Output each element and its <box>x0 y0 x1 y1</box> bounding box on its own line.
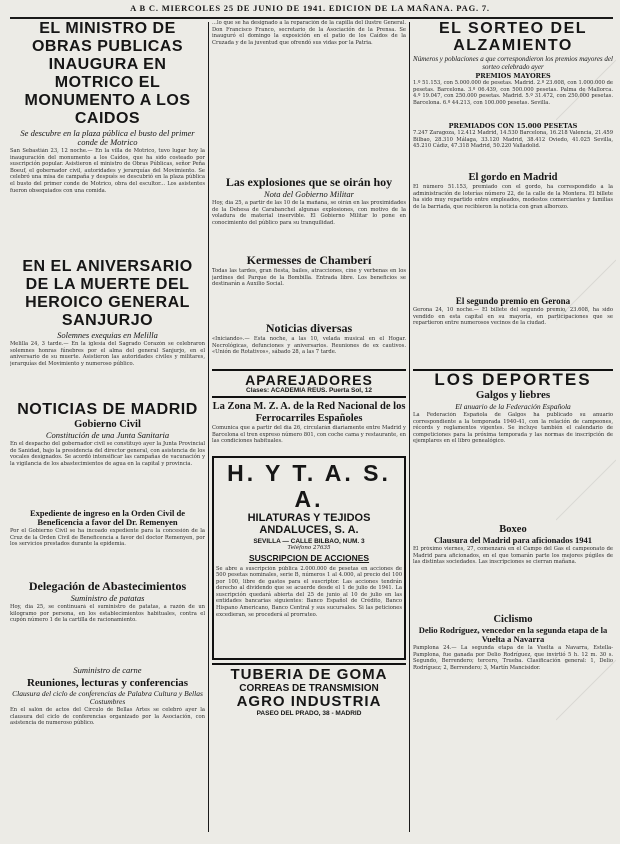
article-premiados-label: PREMIADOS CON 15.000 PESETAS <box>448 122 578 130</box>
article-ciclismo-headline: Ciclismo <box>493 614 533 625</box>
ad-hytasa-heading: SUSCRIPCION DE ACCIONES <box>248 553 370 563</box>
article-explosiones-subhead: Nota del Gobierno Militar <box>264 189 354 199</box>
article-sanjurjo-body: Melilla 24, 3 tarde.— En la iglesia del Sagrado Corazón se celebraron solemnes honras fúnebres por el alma del general Sanjurjo, en el aniversario de su muerte. Asistieron las autoridades civiles y militares, jerarquías del Movimiento y numeroso público. <box>10 341 205 367</box>
article-sorteo-subhead: Números y poblaciones a que correspondieron los premios mayores del sorteo celebrado ayer <box>413 55 613 71</box>
article-clausura-body: En el salón de actos del Círculo de Bellas Artes se celebró ayer la clausura del ciclo de conferencias organizado por la Asociación, con asistencia de numeroso público. <box>10 707 205 727</box>
article-noticias-madrid-headline: NOTICIAS DE MADRID <box>17 401 198 418</box>
article-diversas-body: «Iniciando».— Esta noche, a las 10, velada musical en el Hogar. Necrológicas, defunciones y aniversarios. Reuniones de ex cautivos. «Unión de Rotativos», sábado 28, a las 7 tarde. <box>212 336 406 356</box>
article-obras-publicas-headline: EL MINISTRO DE OBRAS PUBLICAS INAUGURA EN MOTRICO EL MONUMENTO A LOS CAIDOS <box>24 20 191 127</box>
article-clausura-subhead: Clausura del ciclo de conferencias de Palabra Cultura y Bellas Costumbres <box>12 689 203 706</box>
article-boxeo-subhead: Clausura del Madrid para aficionados 1941 <box>434 535 592 545</box>
article-obras-publicas-subhead: Se descubre en la plaza pública el busto del primer conde de Motrico <box>20 128 195 147</box>
article-carne-subhead: Suministro de carne <box>73 665 142 675</box>
ad-hytasa-phone: Teléfono 27635 <box>287 545 331 551</box>
article-gerona-body: Gerona 24, 10 noche.— El billete del segundo premio, 23.608, ha sido vendido en esta capital en su mayoría, en participaciones que se repartieron entre numerosos vecinos de la ciudad. <box>413 307 613 327</box>
ad-hytasa-title: H. Y T. A. S. A. <box>227 460 391 512</box>
column-2 <box>212 20 406 717</box>
article-ciclismo-subhead: Delio Rodríguez, vencedor en la segunda etapa de la Vuelta a Navarra <box>418 625 608 644</box>
article-explosiones-body: Hoy, día 25, a partir de las 10 de la mañana, se oirán en las proximidades de la Dehesa de Carabanchel algunas explosiones, con motivo de la voladura de material inservible. El Gobierno Militar lo pone en conocimiento del público para su tranquilidad. <box>212 200 406 226</box>
article-zona-mza-headline: La Zona M. Z. A. de la Red Nacional de los Ferrocarriles Españoles <box>212 401 406 424</box>
article-patatas-subhead: Suministro de patatas <box>70 593 145 603</box>
article-ciclismo-body: Pamplona 24.— La segunda etapa de la Vuelta a Navarra, Estella-Pamplona, fue ganada por Delio Rodríguez, que invirtió 5 h. 12 m. 30 s. Segundo, Berrendero; tercero, Trueba. Clasificación general: 1, Delio Rodríguez; 2, Berrendero; 3, Martín Mancisidor. <box>413 645 613 671</box>
ad-tuberia-address: PASEO DEL PRADO, 38 - MADRID <box>256 710 362 717</box>
article-obras-publicas-body: San Sebastián 23, 12 noche.— En la villa de Motrico, tuvo lugar hoy la inauguración del monumento a los Caídos, que ha sido costeado por suscripción popular. Asistieron el ministro de Obras Públicas, señor Peña Boeuf, el gobernador civil, autoridades y jerarquías del Movimiento. Se celebró una misa de campaña y después se descubrió en la plaza pública el busto del primer conde de Motrico, obra del escultor... Los asistentes fueron obsequiados con una comida. <box>10 148 205 194</box>
article-kermesses-body: Todas las tardes, gran fiesta, bailes, atracciones, cine y verbenas en los jardines del Parque de la Bombilla. Entrada libre. Los beneficios se destinarán a Auxilio Social. <box>212 268 406 288</box>
column-rule-2 <box>409 22 410 832</box>
article-premios-mayores-label: PREMIOS MAYORES <box>475 72 551 80</box>
article-explosiones-headline: Las explosiones que se oirán hoy <box>225 175 393 189</box>
page-header: A B C. MIERCOLES 25 DE JUNIO DE 1941. EDICION DE LA MAÑANA. PAG. 7. <box>130 3 490 13</box>
article-diversas-headline: Noticias diversas <box>265 321 353 335</box>
article-noticias-madrid-subhead: Gobierno Civil <box>74 419 141 430</box>
article-boxeo-body: El próximo viernes, 27, comenzará en el Campo del Gas el campeonato de Madrid para aficionados, en el que tomarán parte los mejores púgiles de las distintas sociedades. Las inscripciones se cierran mañana. <box>413 546 613 566</box>
article-galgos-body: La Federación Española de Galgos ha publicado su anuario correspondiente a la temporada 1940-41, con la relación de campeones, récords y reglamentos vigentes. Se incluye también el calendario de competiciones para la próxima temporada y las normas de inscripción de ejemplares en el libro genealógico. <box>413 412 613 445</box>
article-zona-mza-body: Comunica que a partir del día 26, circularán diariamente entre Madrid y Barcelona el tren expreso número 801, con coche cama y restaurante, en las condiciones habituales. <box>212 425 406 445</box>
article-junta-sanitaria-body: En el despacho del gobernador civil se constituyó ayer la Junta Provincial de Sanidad, bajo la presidencia del director general, con asistencia de los vocales designados. Se acordó intensificar las campañas de vacunación y la vigilancia de los abastecimientos de agua en la capital y provincia. <box>10 441 205 467</box>
article-beneficencia-subhead: Expediente de ingreso en la Orden Civil de Beneficencia a favor del Dr. Remenyen <box>30 508 185 527</box>
diagonal-watermark-graphic <box>556 0 616 844</box>
ad-tuberia-title: TUBERIA DE GOMA <box>230 666 388 683</box>
ad-tuberia-line2: AGRO INDUSTRIA <box>236 693 382 710</box>
article-deportes-headline: LOS DEPORTES <box>434 370 592 389</box>
article-boxeo-headline: Boxeo <box>499 524 527 535</box>
ad-aparejadores-title: APAREJADORES <box>245 372 373 388</box>
article-gordo-body: El número 51.153, premiado con el gordo, ha correspondido a la administración de loterías número 22, de la calle de la Montera. El billete ha sido muy repartido entre empleados, modestos comerciantes y familias de la barriada, que recibieron la noticia con gran alborozo. <box>413 184 613 210</box>
column-1 <box>10 20 205 757</box>
article-sanjurjo-subhead: Solemnes exequias en Melilla <box>57 330 158 340</box>
ad-tuberia-line1: CORREAS DE TRANSMISION <box>239 683 379 694</box>
article-sanjurjo-headline: EN EL ANIVERSARIO DE LA MUERTE DEL HEROICO GENERAL SANJURJO <box>22 258 193 329</box>
ad-tuberia <box>212 663 406 717</box>
ad-aparejadores <box>212 369 406 398</box>
ad-hytasa-body: Se abre a suscripción pública 2.000.000 de pesetas en acciones de 500 pesetas nominales, serie B, números 1 al 4.000, al precio del 100 por 100, libre de gastos para el suscriptor. Las acciones tendrán derecho al dividendo que se acuerde desde el 1 de julio de 1941. La suscripción quedará abierta del 25 de junio al 10 de julio en las entidades bancarias siguientes: Banco Español de Crédito, Banco Hispano Americano, Banco Central y sus sucursales. Si las peticiones excedieran, se procederá al prorrateo. <box>216 565 402 618</box>
ad-aparejadores-line: Clases: ACADEMIA REUS. Puerta Sol, 12 <box>246 387 372 394</box>
ad-hytasa <box>212 456 406 660</box>
article-anuario-subhead: El anuario de la Federación Española <box>455 402 571 411</box>
article-kermesses-headline: Kermesses de Chamberí <box>246 253 372 267</box>
article-gordo-headline: El gordo en Madrid <box>468 172 558 183</box>
ad-hytasa-address: SEVILLA — CALLE BILBAO, NUM. 3 <box>253 538 365 545</box>
article-abastecimientos-headline: Delegación de Abastecimientos <box>28 579 187 593</box>
article-reuniones-headline: Reuniones, lecturas y conferencias <box>26 677 189 689</box>
article-beneficencia-body: Por el Gobierno Civil se ha incoado expediente para la concesión de la Cruz de la Orden Civil de Beneficencia a favor del doctor Remenyen, por los servicios prestados durante la epidemia. <box>10 528 205 548</box>
article-continuation-body: ...lo que se ha designado a la reparación de la capilla del ilustre General. Don Francisco Franco, secretario de la Asociación de la Prensa. Se inauguró el domingo la exposición en el patio de los Caídos de la Cruzada y de la juventud que ofrendó sus vidas por la Patria. <box>212 20 406 46</box>
article-premios-mayores-body: 1.º 51.153, con 5.000.000 de pesetas. Madrid. 2.º 23.608, con 1.000.000 de pesetas. Barcelona. 3.º 06.439, con 500.000 pesetas. Palma de Mallorca. 4.º 19.047, con 250.000 pesetas. Madrid. 5.º 31.472, con 250.000 pesetas. Barcelona. 6.º 44.213, con 100.000 pesetas. Sevilla. <box>413 80 613 106</box>
article-sorteo-headline: EL SORTEO DEL ALZAMIENTO <box>438 20 588 54</box>
article-patatas-body: Hoy, día 25, se continuará el suministro de patatas, a razón de un kilogramo por persona, en los establecimientos habituales, contra el cupón número 1 de la cartilla de racionamiento. <box>10 604 205 624</box>
article-gerona-headline: El segundo premio en Gerona <box>455 296 571 306</box>
header-rule <box>10 17 613 19</box>
article-junta-sanitaria-subhead: Constitución de una Junta Sanitaria <box>45 430 170 440</box>
article-premiados-body: 7.247 Zaragoza, 12.412 Madrid, 14.530 Barcelona, 16.218 Valencia, 21.459 Bilbao, 28.310 Málaga, 33.120 Madrid, 38.412 Oviedo, 41.025 Sevilla, 45.210 Cádiz, 47.318 Madrid, 50.220 Valladolid. <box>413 130 613 150</box>
ad-hytasa-name: HILATURAS Y TEJIDOS ANDALUCES, S. A. <box>247 512 371 536</box>
column-rule-1 <box>208 22 209 832</box>
article-galgos-subhead: Galgos y liebres <box>475 389 551 401</box>
